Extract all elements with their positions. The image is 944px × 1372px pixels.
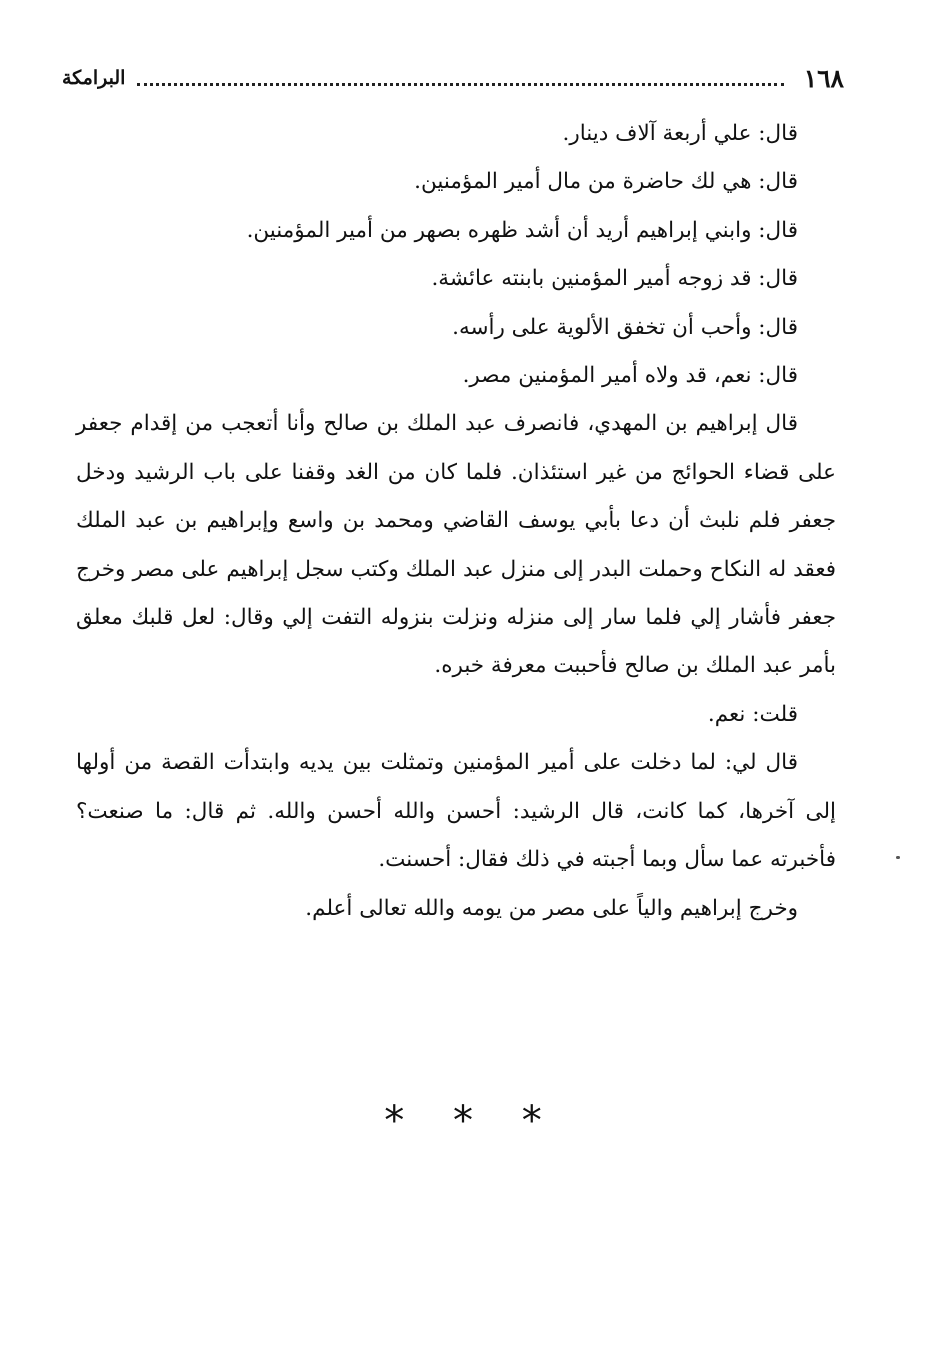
paragraph-reply: قلت: نعم. [707, 701, 798, 727]
paragraph-closing: وخرج إبراهيم والياً على مصر من يومه والله تعالى أعلم. [305, 895, 798, 921]
paragraph-ibrahim-narration: قال إبراهيم بن المهدي، فانصرف عبد الملك بن صالح وأنا أتعجب من إقدام جعفر على قضاء الحوائج من غير استئذان. فلما كان من الغد وقفنا على باب الرشيد ودخل جعفر فلم نلبث أن دعا بأبي يوسف القاضي ومحمد بن واسع وإبراهيم بن عبد الملك فعقد له النكاح وحملت البدر إلى منزل عبد الملك وكتب سجل إبراهيم على مصر وخرج جعفر فأشار إلي فلما سار إلى منزله ونزلت بنزوله التفت إلي وقال: لعل قلبك معلق بأمر عبد الملك بن صالح فأحببت معرفة خبره. [76, 411, 836, 679]
book-title: البرامكة [62, 67, 126, 89]
dialogue-line: قال: نعم، قد ولاه أمير المؤمنين مصر. [462, 363, 798, 389]
dialogue-line: قال: قد زوجه أمير المؤمنين بابنته عائشة. [431, 266, 798, 292]
scan-speck [896, 856, 900, 859]
dialogue-line: قال: علي أربعة آلاف دينار. [562, 121, 798, 146]
section-divider-asterisks: * * * [384, 1098, 560, 1144]
dialogue-line: قال: هي لك حاضرة من مال أمير المؤمنين. [414, 169, 798, 195]
dialogue-line: قال: وابني إبراهيم أريد أن أشد ظهره بصهر من أمير المؤمنين. [246, 217, 798, 243]
page-number: ١٦٨ [803, 63, 844, 93]
page-body [76, 110, 836, 933]
header-dotted-leader [137, 79, 783, 86]
dialogue-line: قال: وأحب أن تخفق الألوية على رأسه. [452, 314, 798, 340]
paragraph-jafar-account: قال لي: لما دخلت على أمير المؤمنين وتمثلت بين يديه وابتدأت القصة من أولها إلى آخرها، كما كانت، قال الرشيد: أحسن والله أحسن والله. ثم قال: ما صنعت؟ فأخبرته عما سأل وبما أجبته في ذلك فقال: أحسنت. [76, 750, 836, 873]
running-header [62, 60, 844, 96]
